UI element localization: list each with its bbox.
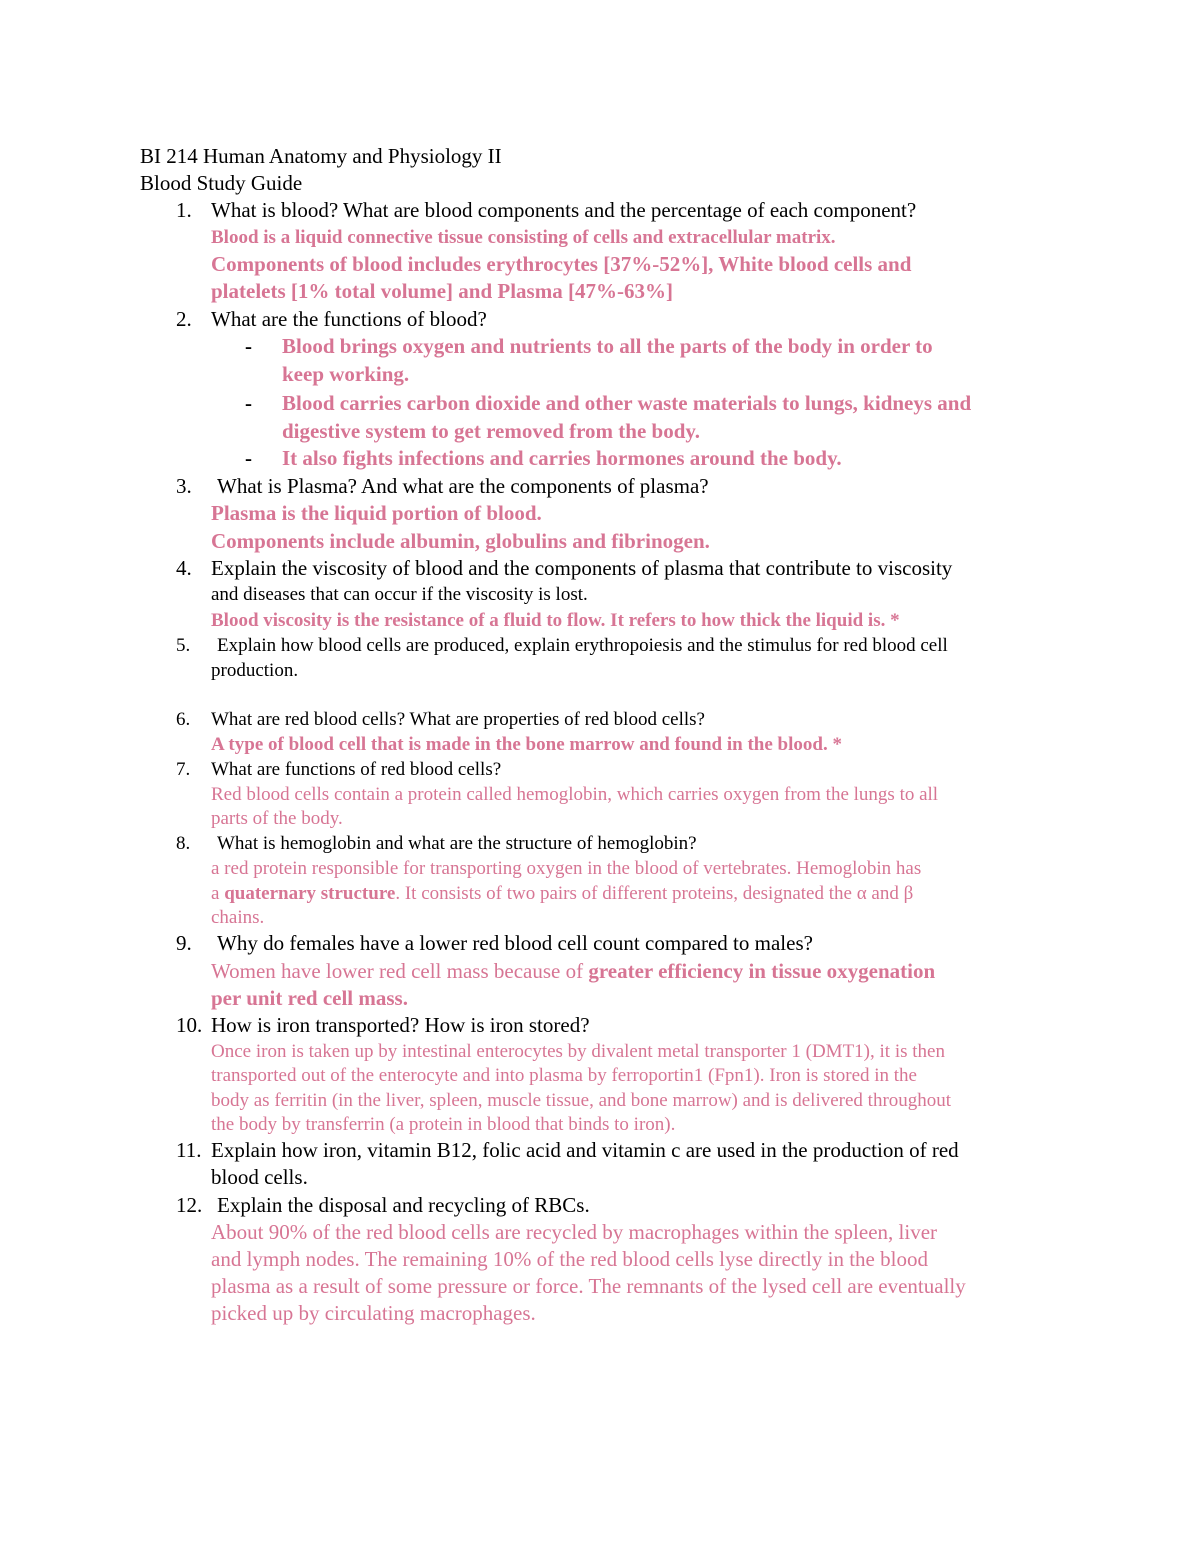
answer-12-line: plasma as a result of some pressure or force. The remnants of the lysed cell are eventually [211,1274,966,1298]
answer-10-line: transported out of the enterocyte and into plasma by ferroportin1 (Fpn1). Iron is stored in the [211,1065,917,1086]
answer-2-bullet-line: keep working. [282,362,410,386]
question-9: Why do females have a lower red blood cell count compared to males? [217,931,813,955]
answer-6-line: A type of blood cell that is made in the bone marrow and found in the blood. * [211,734,842,755]
question-2: What are the functions of blood? [211,307,487,331]
item-number: 7. [176,759,191,780]
answer-1-line: Blood is a liquid connective tissue consisting of cells and extracellular matrix. [211,227,836,248]
answer-7-line: Red blood cells contain a protein called hemoglobin, which carries oxygen from the lungs to all [211,784,939,805]
answer-9-pre: Women have lower red cell mass because of [211,959,589,983]
answer-7-line: parts of the body. [211,808,343,829]
answer-9-bold: greater efficiency in tissue oxygenation [588,959,936,983]
answer-4-line: Blood viscosity is the resistance of a fluid to flow. It refers to how thick the liquid is. * [211,610,900,631]
answer-2-bullet-line: Blood carries carbon dioxide and other waste materials to lungs, kidneys and [282,391,972,415]
bullet-dash: - [245,446,252,470]
item-number: 4. [176,556,192,580]
answer-2-bullet-line: digestive system to get removed from the body. [282,419,700,443]
question-11-line: blood cells. [211,1165,308,1189]
question-6: What are red blood cells? What are properties of red blood cells? [211,709,705,730]
answer-8-bold: quaternary structure [224,883,396,904]
answer-8-post: . It consists of two pairs of different proteins, designated the α and β [395,883,914,904]
item-number: 10. [176,1013,203,1037]
answer-1-line: Components of blood includes erythrocytes [37%-52%], White blood cells and [211,252,912,276]
question-3: What is Plasma? And what are the components of plasma? [217,474,709,498]
question-8: What is hemoglobin and what are the structure of hemoglobin? [217,833,697,854]
answer-12-line: About 90% of the red blood cells are recycled by macrophages within the spleen, liver [211,1220,938,1244]
item-number: 6. [176,709,191,730]
question-5-line: production. [211,660,299,681]
item-number: 8. [176,833,191,854]
course-title: BI 214 Human Anatomy and Physiology II [140,144,502,168]
answer-10-line: Once iron is taken up by intestinal enterocytes by divalent metal transporter 1 (DMT1), it is then [211,1041,945,1062]
answer-10-line: the body by transferrin (a protein in blood that binds to iron). [211,1114,676,1135]
question-4: Explain the viscosity of blood and the components of plasma that contribute to viscosity [211,556,953,580]
bullet-dash: - [245,391,252,415]
answer-9-tail-line [211,988,408,1009]
question-11: Explain how iron, vitamin B12, folic acid and vitamin c are used in the production of red [211,1138,959,1162]
answer-12-line: picked up by circulating macrophages. [211,1301,536,1325]
question-4-line: and diseases that can occur if the viscosity is lost. [211,584,588,605]
question-7: What are functions of red blood cells? [211,759,502,780]
answer-8-line: a red protein responsible for transporting oxygen in the blood of vertebrates. Hemoglobin has [211,858,922,879]
item-number: 3. [176,474,192,498]
bullet-dash: - [245,334,252,358]
guide-title: Blood Study Guide [140,171,303,195]
answer-8-mixed-line [211,884,913,903]
answer-9-mixed-line [211,961,935,982]
item-number: 5. [176,635,191,656]
item-number: 1. [176,198,192,222]
answer-1-line: platelets [1% total volume] and Plasma [47%-63%] [211,279,673,303]
item-number: 11. [176,1138,202,1162]
answer-8-line: chains. [211,907,265,928]
answer-8-pre: a [211,883,225,904]
answer-2-bullet-line: Blood brings oxygen and nutrients to all the parts of the body in order to [282,334,933,358]
item-number: 9. [176,931,192,955]
question-10: How is iron transported? How is iron stored? [211,1013,590,1037]
answer-3-line: Plasma is the liquid portion of blood. [211,501,542,525]
item-number: 2. [176,307,192,331]
item-number: 12. [176,1193,203,1217]
question-1: What is blood? What are blood components and the percentage of each component? [211,198,917,222]
question-12: Explain the disposal and recycling of RBCs. [217,1193,590,1217]
answer-9-tail: per unit red cell mass. [211,986,408,1010]
question-5: Explain how blood cells are produced, explain erythropoiesis and the stimulus for red blood cell [217,635,948,656]
answer-10-line: body as ferritin (in the liver, spleen, muscle tissue, and bone marrow) and is delivered throughout [211,1090,952,1111]
answer-2-bullet-line: It also fights infections and carries hormones around the body. [282,446,842,470]
answer-12-line: and lymph nodes. The remaining 10% of the red blood cells lyse directly in the blood [211,1247,928,1271]
answer-3-line: Components include albumin, globulins and fibrinogen. [211,529,710,553]
